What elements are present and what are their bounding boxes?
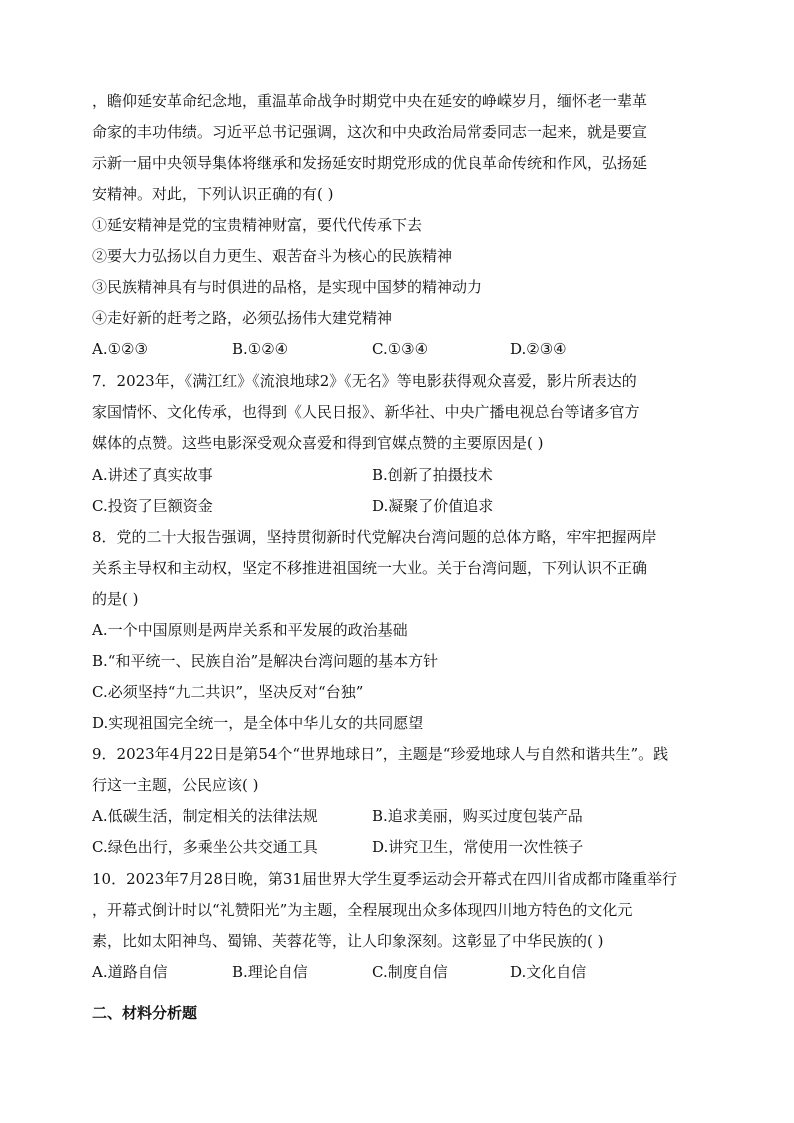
question-text-line: 8．党的二十大报告强调，坚持贯彻新时代党解决台湾问题的总体方略，牢牢把握两岸 bbox=[92, 528, 657, 546]
question-text-line: 示新一届中央领导集体将继承和发扬延安时期党形成的优良革命传统和作风，弘扬延 bbox=[92, 154, 648, 172]
question-text-line: 7．2023年，《满江红》《流浪地球2》《无名》等电影获得观众喜爱，影片所表达的 bbox=[92, 372, 637, 390]
option-a: A.一个中国原则是两岸关系和平发展的政治基础 bbox=[92, 621, 408, 639]
question-text-line: 的是( ) bbox=[92, 590, 139, 608]
question-text-line: ，瞻仰延安革命纪念地，重温革命战争时期党中央在延安的峥嵘岁月，缅怀老一辈革 bbox=[92, 92, 648, 110]
option-b: B.①②④ bbox=[232, 340, 289, 358]
option-a: A.①②③ bbox=[92, 340, 148, 358]
option-a: A.道路自信 bbox=[92, 963, 168, 981]
question-text-line: 命家的丰功伟绩。习近平总书记强调，这次和中央政治局常委同志一起来，就是要宣 bbox=[92, 123, 648, 141]
statement-1: ①延安精神是党的宝贵精神财富，要代代传承下去 bbox=[92, 216, 423, 234]
option-d: D.文化自信 bbox=[510, 963, 587, 981]
option-c: C.绿色出行，多乘坐公共交通工具 bbox=[92, 838, 318, 856]
option-d: D.讲究卫生，常使用一次性筷子 bbox=[372, 838, 584, 856]
question-text-line: 家国情怀、文化传承，也得到《人民日报》、新华社、中央广播电视总台等诸多官方 bbox=[92, 403, 640, 421]
option-a: A.低碳生活，制定相关的法律法规 bbox=[92, 807, 318, 825]
option-d: D.凝聚了价值追求 bbox=[372, 497, 494, 515]
question-text-line: 素，比如太阳神鸟、蜀锦、芙蓉花等，让人印象深刻。这彰显了中华民族的( ) bbox=[92, 932, 604, 950]
option-c: C.①③④ bbox=[372, 340, 429, 358]
option-d: D.实现祖国完全统一，是全体中华儿女的共同愿望 bbox=[92, 714, 424, 732]
option-a: A.讲述了真实故事 bbox=[92, 466, 213, 484]
question-text-line: 行这一主题，公民应该( ) bbox=[92, 776, 259, 794]
option-c: C.必须坚持“九二共识”，坚决反对“台独” bbox=[92, 683, 364, 701]
question-text-line: ，开幕式倒计时以“礼赞阳光”为主题，全程展现出众多体现四川地方特色的文化元 bbox=[92, 901, 633, 919]
option-d: D.②③④ bbox=[510, 340, 567, 358]
option-b: B.“和平统一、民族自治”是解决台湾问题的基本方针 bbox=[92, 652, 439, 670]
statement-3: ③民族精神具有与时俱进的品格，是实现中国梦的精神动力 bbox=[92, 278, 483, 296]
option-b: B.理论自信 bbox=[232, 963, 308, 981]
statement-2: ②要大力弘扬以自力更生、艰苦奋斗为核心的民族精神 bbox=[92, 247, 453, 265]
question-text-line: 媒体的点赞。这些电影深受观众喜爱和得到官媒点赞的主要原因是( ) bbox=[92, 434, 544, 452]
question-text-line: 10．2023年7月28日晚，第31届世界大学生夏季运动会开幕式在四川省成都市隆重举行 bbox=[92, 870, 677, 888]
option-c: C.制度自信 bbox=[372, 963, 448, 981]
option-b: B.创新了拍摄技术 bbox=[372, 466, 493, 484]
section-heading: 二、材料分析题 bbox=[92, 1004, 198, 1022]
option-c: C.投资了巨额资金 bbox=[92, 497, 213, 515]
statement-4: ④走好新的赶考之路，必须弘扬伟大建党精神 bbox=[92, 309, 393, 327]
question-text-line: 关系主导权和主动权，坚定不移推进祖国统一大业。关于台湾问题，下列认识不正确 bbox=[92, 559, 648, 577]
option-b: B.追求美丽，购买过度包装产品 bbox=[372, 807, 583, 825]
question-text-line: 9．2023年4月22日是第54个“世界地球日”，主题是“珍爱地球人与自然和谐共生”。践 bbox=[92, 745, 669, 763]
question-text-line: 安精神。对此，下列认识正确的有( ) bbox=[92, 185, 334, 203]
